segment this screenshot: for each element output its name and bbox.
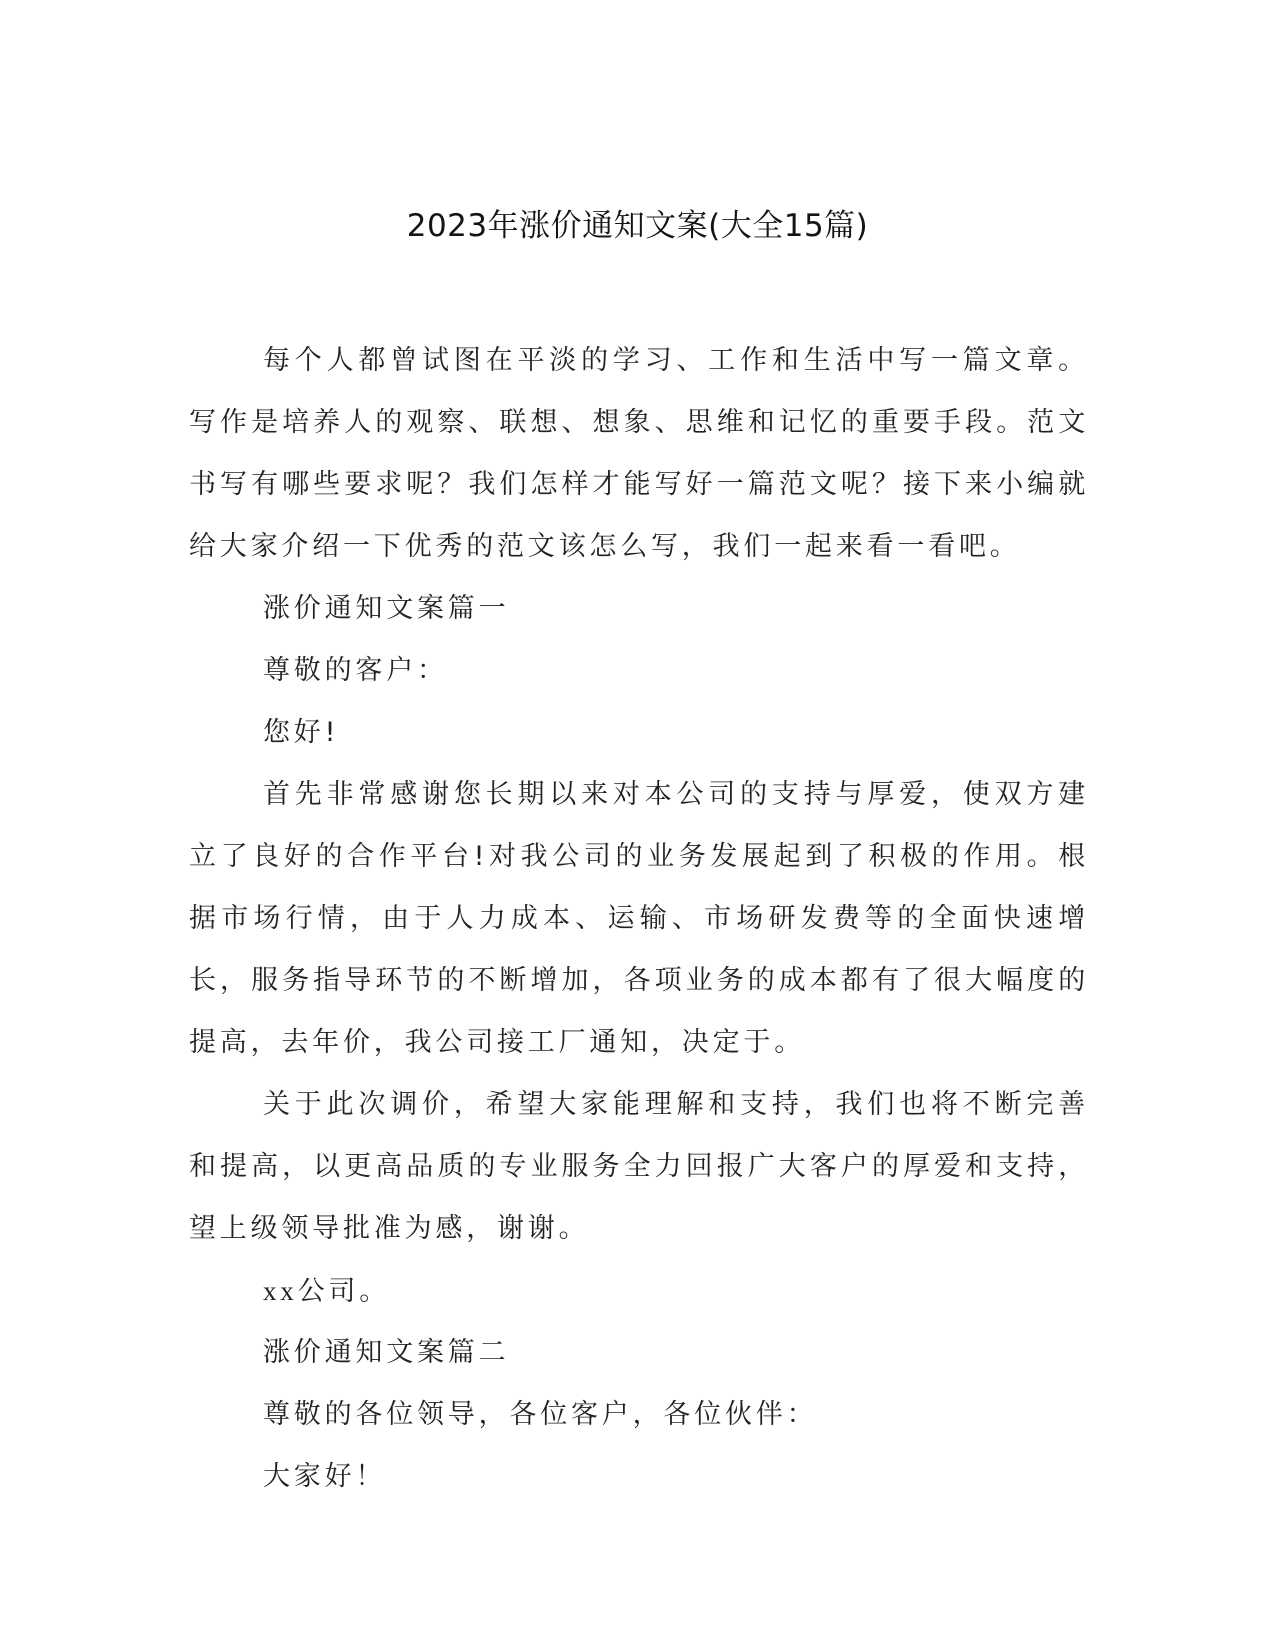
section-heading-2: 涨价通知文案篇二 <box>263 1337 510 1368</box>
salutation-2: 尊敬的各位领导，各位客户，各位伙伴： <box>263 1399 818 1430</box>
section-heading-1: 涨价通知文案篇一 <box>263 593 510 624</box>
document-body <box>189 330 1089 1508</box>
document-title: 2023年涨价通知文案(大全15篇) <box>406 208 869 244</box>
greeting-2: 大家好！ <box>263 1461 387 1492</box>
body-paragraph-1: 首先非常感谢您长期以来对本公司的支持与厚爱，使双方建立了良好的合作平台!对我公司的业务发展起到了积极的作用。根据市场行情，由于人力成本、运输、市场研发费等的全面快速增长，服务指导环节的不断增加，各项业务的成本都有了很大幅度的提高，去年价，我公司接工厂通知，决定于。 <box>189 779 1089 1058</box>
intro-paragraph: 每个人都曾试图在平淡的学习、工作和生活中写一篇文章。写作是培养人的观察、联想、想象、思维和记忆的重要手段。范文书写有哪些要求呢？我们怎样才能写好一篇范文呢？接下来小编就给大家介绍一下优秀的范文该怎么写，我们一起来看一看吧。 <box>189 345 1089 562</box>
greeting-1: 您好! <box>263 717 340 748</box>
body-paragraph-2: 关于此次调价，希望大家能理解和支持，我们也将不断完善和提高，以更高品质的专业服务全力回报广大客户的厚爱和支持，望上级领导批准为感，谢谢。 <box>189 1089 1089 1244</box>
salutation-1: 尊敬的客户： <box>263 655 448 686</box>
signature-company: xx公司。 <box>263 1276 390 1306</box>
